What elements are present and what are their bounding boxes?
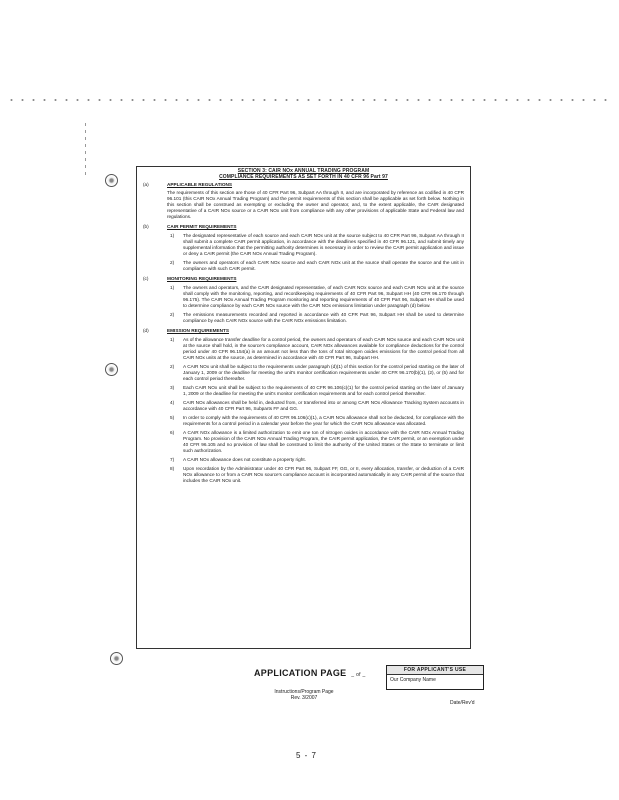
list-item — [167, 285, 464, 309]
office-use-row: Our Company Name — [390, 677, 436, 683]
item-number: 2) — [170, 312, 175, 317]
office-use-box — [386, 665, 484, 690]
item-number: 7) — [170, 457, 175, 462]
page-number: 5 - 7 — [296, 751, 318, 760]
item-text: A CAIR NOx unit shall be subject to the requirements under paragraph (d)(1) of this section for the control period starting on the later of January 1, 2009 or the deadline for meeting the unit's monitor certification requirements under 40 CFR 96.170(b)(1), (2), or (5) and for each control period thereafter. — [183, 364, 464, 381]
section-d — [143, 328, 464, 484]
item-text: Upon recordation by the Administrator under 40 CFR Part 96, Subpart FF, GG, or II, every allocation, transfer, or deduction of a CAIR NOx allowance to or from a CAIR NOx source's compliance account is incorporated automatically in any CAIR permit of the source that includes the CAIR NOx unit. — [183, 466, 464, 483]
list-item — [167, 385, 464, 397]
item-text: The designated representative of each source and each CAIR NOx unit at the source subject to 40 CFR Part 96, Subpart AA through II shall submit a complete CAIR permit application, in accordance with the deadlines specified in 40 CFR 96.121, and submit timely any supplemental information that the permitting authority determines is necessary in order to review the CAIR permit application and issue or deny a CAIR permit (the CAIR NOx Annual Trading Program). — [183, 233, 464, 256]
item-number: 1) — [170, 285, 175, 290]
punch-hole-bottom — [110, 652, 123, 665]
section-paragraph: The requirements of this section are those of 40 CFR Part 96, Subpart AA through II, and are incorporated by reference as codified in 40 CFR 96.101 (this CAIR NOx Annual Trading Program) and the permit requirements of this section shall be applicable as set forth below. Nothing in this section shall be construed as exempting or excluding the owner and operator, and, to the extent applicable, the CAIR designated representative of a CAIR NOx source or a CAIR NOx unit from compliance with any other provisions of applicable State and Federal law and regulations. — [167, 190, 464, 219]
list-item — [167, 364, 464, 382]
list-item — [167, 430, 464, 454]
list-item — [167, 260, 464, 272]
item-text: A CAIR NOx allowance does not constitute a property right. — [183, 457, 306, 462]
item-text: Each CAIR NOx unit shall be subject to the requirements of 40 CFR 96.106(c)(1) for the control period starting on the later of January 1, 2009 or the deadline for meeting the unit's monitor certification requirements and for each control period thereafter. — [183, 385, 464, 396]
list-item — [167, 400, 464, 412]
section-title: APPLICABLE REGULATIONS — [167, 182, 233, 187]
date-label: Date/Rev'd — [450, 700, 475, 706]
item-text: The owners and operators, and the CAIR designated representative, of each CAIR NOx source and each CAIR NOx unit at the source shall comply with the monitoring, reporting, and recordkeeping requirements of 40 CFR Part 96, Subpart HH (40 CFR 96.170 through 96.175). The CAIR NOx Annual Trading Program monitoring and reporting requirements of 40 CFR Part 96, Subpart HH shall be used to determine compliance by each CAIR NOx source with the CAIR NOx emissions limitation under paragraph (d) below. — [183, 285, 464, 308]
application-title-text: APPLICATION PAGE — [254, 668, 347, 678]
list-item — [167, 457, 464, 463]
item-number: 2) — [170, 260, 175, 265]
item-number: 4) — [170, 400, 175, 405]
punch-hole-middle — [105, 363, 118, 376]
application-footer — [254, 665, 484, 715]
section-c — [143, 276, 464, 324]
item-text: A CAIR NOx allowance is a limited authorization to emit one ton of nitrogen oxides in accordance with the CAIR NOx Annual Trading Program. No provision of the CAIR NOx Annual Trading Program, the CAIR permit application, the CAIR permit, or an exemption under 40 CFR 96.105 and no provision of law shall be construed to limit the authority of the United States or the State to terminate or limit such authorization. — [183, 430, 464, 453]
item-number: 1) — [170, 337, 175, 342]
item-number: 3) — [170, 385, 175, 390]
item-number: 8) — [170, 466, 175, 471]
item-text: The emissions measurements recorded and reported in accordance with 40 CFR Part 96, Subpart HH shall be used to determine compliance by each CAIR NOx source with the CAIR NOx emissions limitation. — [183, 312, 464, 323]
section-letter: (c) — [143, 276, 149, 281]
form-line-1: Instructions/Program Page — [274, 689, 334, 695]
list-item — [167, 466, 464, 484]
application-page-title — [254, 668, 366, 678]
page-of-label: _ of _ — [351, 672, 366, 678]
section-header — [137, 168, 470, 180]
item-number: 1) — [170, 233, 175, 238]
form-id — [254, 689, 354, 701]
section-b — [143, 224, 464, 272]
punch-hole-top — [105, 174, 118, 187]
header-line-2: COMPLIANCE REQUIREMENTS AS SET FORTH IN 40 CFR 96 Part 97 — [219, 174, 388, 180]
section-title: MONITORING REQUIREMENTS — [167, 276, 237, 281]
margin-mark — [85, 123, 86, 175]
item-text: The owners and operators of each CAIR NOx source and each CAIR NOx unit at the source shall operate the source and the unit in compliance with such CAIR permit. — [183, 260, 464, 271]
section-title: CAIR PERMIT REQUIREMENTS — [167, 224, 237, 229]
item-number: 2) — [170, 364, 175, 369]
requirements-box — [136, 166, 471, 649]
item-text: In order to comply with the requirements of 40 CFR 96.106(c)(1), a CAIR NOx allowance shall not be deducted, for compliance with the requirements for a control period in a calendar year before the year for which the CAIR NOx allowance was allocated. — [183, 415, 464, 426]
list-item — [167, 312, 464, 324]
office-use-title: FOR APPLICANT'S USE — [387, 666, 483, 675]
section-a — [143, 182, 464, 220]
list-item — [167, 337, 464, 361]
section-title: EMISSION REQUIREMENTS — [167, 328, 229, 333]
item-number: 5) — [170, 415, 175, 420]
item-number: 6) — [170, 430, 175, 435]
section-letter: (b) — [143, 224, 149, 229]
section-letter: (d) — [143, 328, 149, 333]
list-item — [167, 233, 464, 257]
dotted-rule — [6, 99, 610, 101]
section-letter: (a) — [143, 182, 149, 187]
item-text: As of the allowance transfer deadline for a control period, the owners and operators of each CAIR NOx source and each CAIR NOx unit at the source shall hold, in the source's compliance account, CAIR NOx allowances available for compliance deductions for the control period under 40 CFR 96.154(a) in an amount not less than the tons of total nitrogen oxides emissions for the control period from all CAIR NOx units at the source, as determined in accordance with 40 CFR Part 96, Subpart HH. — [183, 337, 464, 360]
form-line-2: Rev. 3/2007 — [290, 695, 318, 701]
list-item — [167, 415, 464, 427]
header-line-1: SECTION 3: CAIR NOx ANNUAL TRADING PROGRAM — [237, 168, 370, 174]
item-text: CAIR NOx allowances shall be held in, deducted from, or transferred into or among CAIR NOx Allowance Tracking System accounts in accordance with 40 CFR Part 96, Subparts FF and GG. — [183, 400, 464, 411]
